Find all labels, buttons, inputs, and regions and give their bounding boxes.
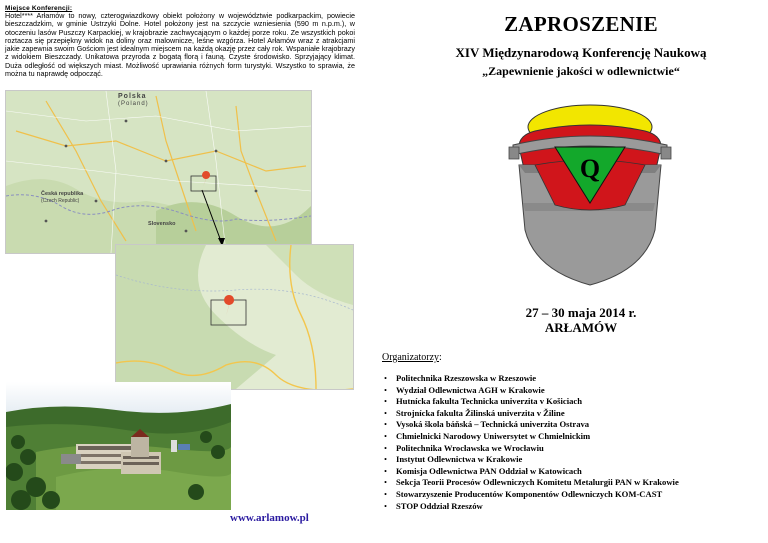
organizer-item: • Vysoká škola báňská – Technická univerzita Ostrava	[382, 419, 767, 431]
organizer-item: • Komisja Odlewnictwa PAN Oddział w Katowicach	[382, 466, 767, 478]
venue-description: Hotel**** Arłamów to nowy, czterogwiazdkowy obiekt położony w województwie podkarpackim, powiecie bieszczadzkim, w gminie Ustrzyki Dolne. Hotel położony jest na szczycie wzniesienia (590 m n.p.m.), w otoczeniu lasów Puszczy Karpackiej, w krajobrazie zachwycającym o każdej porze roku. Ze wszystkich pokoi roztacza się przepiękny widok na doliny oraz malownicze, leśne wzgórza. Hotel Arłamów wraz z atrakcjami jakie zapewnia swoim Gościom jest idealnym miejscem na każdą okazję przez cały rok. Wspaniałe krajobrazy z widokiem Bieszczady. Unikatowa przyroda z bogatą florą i fauną. Czyste środowisko. Sprzyjający klimat. Duża odległość od większych miast. Możliwość uprawiania różnych form turystyki. Wszystko to sprawia, że można tu naprawdę odpocząć.	[5, 11, 355, 79]
ladle-logo-icon	[505, 85, 675, 297]
map-region	[115, 244, 354, 390]
event-date: 27 – 30 maja 2014 r.	[525, 305, 637, 320]
invitation-title: ZAPROSZENIE	[504, 12, 658, 36]
map-neighbor-label: Česká republika	[41, 191, 84, 197]
map-region-graphic	[116, 245, 353, 389]
organizers-heading-label: Organizatorzy	[382, 352, 440, 363]
logo-letter: Q	[579, 154, 601, 183]
conference-name: XIV Międzynarodową Konferencję Naukową	[455, 45, 707, 60]
website-link[interactable]: www.arlamow.pl	[230, 512, 309, 524]
organizers-heading	[382, 352, 442, 363]
organizers-heading-colon: :	[439, 352, 442, 363]
organizer-item: • Chmielnicki Narodowy Uniwersytet w Chmielnickim	[382, 431, 767, 443]
organizer-item: • Hutnícka fakulta Technicka univerzita v Košiciach	[382, 396, 767, 408]
organizer-item: • Stowarzyszenie Producentów Komponentów Odlewniczych KOM-CAST	[382, 489, 767, 501]
organizer-item: • Politechnika Wrocławska we Wrocławiu	[382, 443, 767, 455]
map-country-label: Polska	[118, 93, 147, 100]
organizer-item: • Politechnika Rzeszowska w Rzeszowie	[382, 373, 767, 385]
map-slovakia-label: Slovensko	[148, 221, 176, 227]
organizer-item: • Wydział Odlewnictwa AGH w Krakowie	[382, 385, 767, 397]
hotel-photo	[6, 382, 231, 510]
organizer-item: • STOP Oddział Rzeszów	[382, 501, 767, 513]
venue-heading: Miejsce Konferencji:	[5, 5, 73, 12]
map-country-sublabel: (Poland)	[118, 101, 149, 107]
event-place: ARŁAMÓW	[544, 320, 618, 335]
conference-logo	[505, 85, 675, 297]
hotel-photo-graphic	[6, 382, 231, 510]
map-neighbor-sublabel: (Czech Republic)	[41, 198, 80, 204]
organizer-item: • Instytut Odlewnictwa w Krakowie	[382, 454, 767, 466]
organizer-item: • Sekcja Teorii Procesów Odlewniczych Komitetu Metalurgii PAN w Krakowie	[382, 477, 767, 489]
organizer-item: • Strojnícka fakulta Žilinská univerzita v Žiline	[382, 408, 767, 420]
organizers-list	[382, 373, 767, 512]
conference-theme: „Zapewnienie jakości w odlewnictwie“	[482, 64, 680, 78]
